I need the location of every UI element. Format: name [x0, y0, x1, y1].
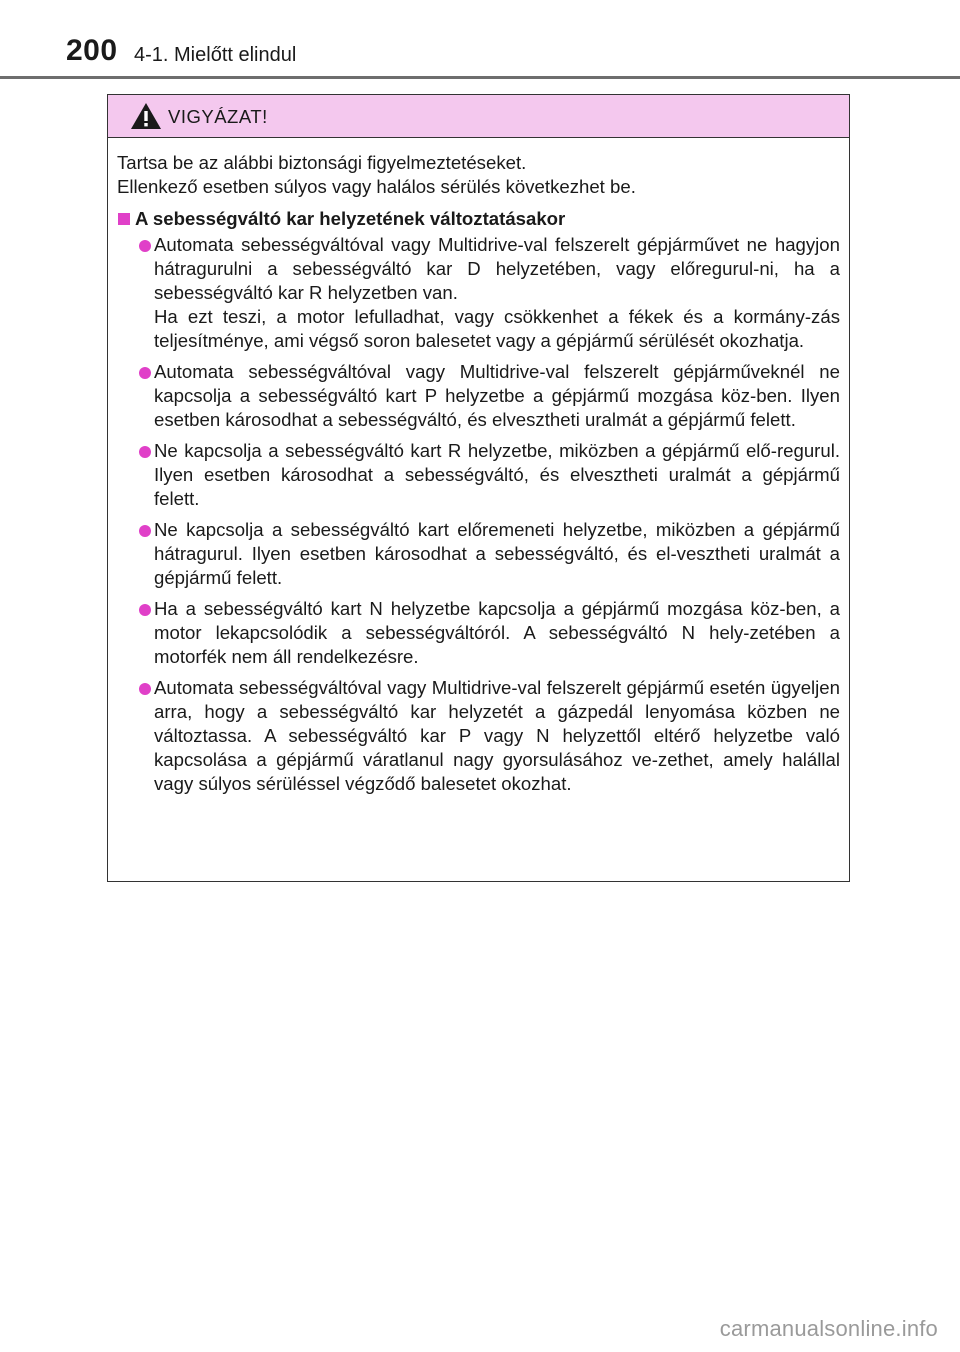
- list-item: [117, 439, 840, 511]
- intro-line: Tartsa be az alábbi biztonsági figyelmeztetéseket.: [117, 152, 527, 173]
- bullet-text: Ne kapcsolja a sebességváltó kart előremeneti helyzetbe, miközben a gépjármű hátragurul. Ilyen esetben károsodhat a sebességváltó, és el-vesztheti uralmát a gépjármű felett.: [154, 519, 840, 588]
- bullet-text: Automata sebességváltóval vagy Multidrive-val felszerelt gépjármű esetén ügyeljen arra, hogy a sebességváltó kar helyzetét a gázpedál lenyomása közben ne változtassa. A sebességváltó kar P vagy N helyzettől eltérő helyzetbe való kapcsolása a gépjármű váratlanul nagy gyorsulásához ve-zethet, amely halállal vagy súlyos sérüléssel végződő balesetet okozhat.: [154, 677, 840, 794]
- round-bullet-icon: [139, 240, 151, 252]
- bullet-text: Automata sebességváltóval vagy Multidrive-val felszerelt gépjárművet ne hagyjon hátragurulni a sebességváltó kar D helyzetében, vagy előregurul-ni, ha a sebességváltó kar R helyzetben van.: [154, 234, 840, 303]
- warning-header: [108, 95, 849, 138]
- round-bullet-icon: [139, 683, 151, 695]
- list-item: [117, 676, 840, 796]
- round-bullet-icon: [139, 446, 151, 458]
- square-bullet-icon: [118, 213, 130, 225]
- warning-body: [108, 138, 849, 796]
- list-item: [117, 518, 840, 590]
- watermark: carmanualsonline.info: [719, 1316, 938, 1341]
- list-item: [117, 233, 840, 353]
- bullet-text: Automata sebességváltóval vagy Multidrive-val felszerelt gépjárműveknél ne kapcsolja a sebességváltó kart P helyzetbe a gépjármű mozgása köz-ben. Ilyen esetben károsodhat a sebességváltó, és elvesztheti uralmát a gépjármű felett.: [154, 361, 840, 430]
- warning-triangle-icon: [130, 102, 162, 130]
- round-bullet-icon: [139, 525, 151, 537]
- subheading: [117, 207, 840, 231]
- round-bullet-icon: [139, 367, 151, 379]
- intro-line: Ellenkező esetben súlyos vagy halálos sérülés következhet be.: [117, 176, 636, 197]
- header-rule: [0, 76, 960, 79]
- section-title: 4-1. Mielőtt elindul: [134, 44, 297, 66]
- bullet-continuation: Ha ezt teszi, a motor lefulladhat, vagy csökkenhet a fékek és a kormány-zás teljesítménye, ami végső soron balesetet vagy a gépjármű sérülését okozhatja.: [154, 306, 840, 351]
- list-item: [117, 360, 840, 432]
- list-item: [117, 597, 840, 669]
- bullet-text: Ne kapcsolja a sebességváltó kart R helyzetbe, miközben a gépjármű elő-regurul. Ilyen esetben károsodhat a sebességváltó, és elvesztheti uralmát a gépjármű felett.: [154, 440, 840, 509]
- bullet-text: Ha a sebességváltó kart N helyzetbe kapcsolja a gépjármű mozgása köz-ben, a motor lekapcsolódik a sebességváltóról. A sebességváltó N hely-zetében a motorfék nem áll rendelkezésre.: [154, 598, 840, 667]
- warning-title: VIGYÁZAT!: [168, 106, 268, 127]
- subheading-text: A sebességváltó kar helyzetének változtatásakor: [135, 208, 566, 229]
- warning-intro: [117, 151, 840, 199]
- round-bullet-icon: [139, 604, 151, 616]
- warning-box: [107, 94, 850, 882]
- bullet-list: [117, 233, 840, 796]
- page-number: 200: [66, 34, 118, 67]
